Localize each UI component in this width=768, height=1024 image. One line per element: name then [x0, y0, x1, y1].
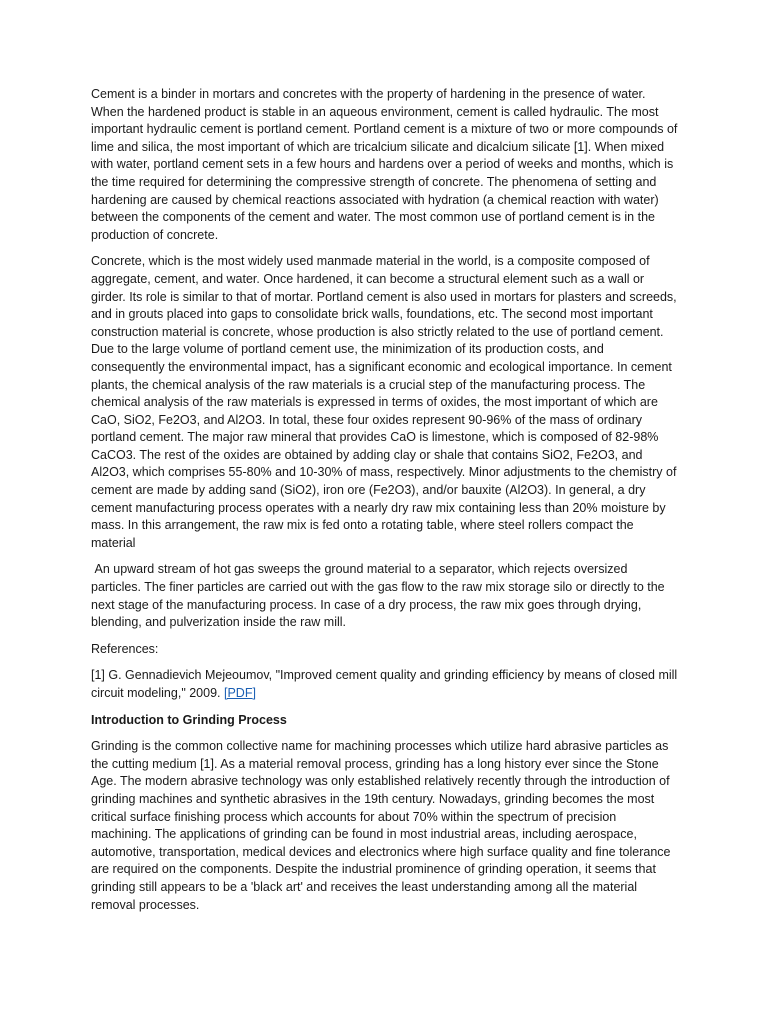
document-body	[91, 86, 679, 923]
references-label: References:	[91, 641, 159, 656]
section-heading: Introduction to Grinding Process	[91, 712, 287, 727]
paragraph-concrete: Concrete, which is the most widely used manmade material in the world, is a composite composed of aggregate, cement, and water. Once hardened, it can become a structural element such as a wall or girder. Its role is similar to that of mortar. Portland cement is also used in mortars for plasters and screeds, and in grouts placed into gaps to consolidate brick walls, foundations, etc. The second most important construction material is concrete, whose production is also strictly related to the use of portland cement. Due to the large volume of portland cement use, the minimization of its production costs, and consequently the environmental impact, has a significant economic and ecological importance. In cement plants, the chemical analysis of the raw materials is a crucial step of the manufacturing process. The chemical analysis of the raw materials is expressed in terms of oxides, the most important of which are CaO, SiO2, Fe2O3, and Al2O3. In total, these four oxides represent 90-96% of the mass of ordinary portland cement. The major raw mineral that provides CaO is limestone, which is composed of 82-98% CaCO3. The rest of the oxides are obtained by adding clay or shale that contains SiO2, Fe2O3, and Al2O3, which comprises 55-80% and 10-30% of mass, respectively. Minor adjustments to the chemistry of cement are made by adding sand (SiO2), iron ore (Fe2O3), and/or bauxite (Al2O3). In general, a dry cement manufacturing process operates with a nearly dry raw mix containing less than 20% moisture by mass. In this arrangement, the raw mix is fed onto a rotating table, where steel rollers compact the material	[91, 254, 677, 550]
paragraph-upward-stream: An upward stream of hot gas sweeps the ground material to a separator, which rejects oversized particles. The finer particles are carried out with the gas flow to the raw mix storage silo or directly to the next stage of the manufacturing process. In case of a dry process, the raw mix goes through drying, blending, and pulverization inside the raw mill.	[91, 562, 669, 630]
paragraph-grinding: Grinding is the common collective name for machining processes which utilize hard abrasive particles as the cutting medium [1]. As a material removal process, grinding has a long history ever since the Stone Age. The modern abrasive technology was only established relatively recently through the introduction of grinding machines and synthetic abrasives in the 19th century. Nowadays, grinding becomes the most critical surface finishing process which accounts for about 70% within the spectrum of precision machining. The applications of grinding can be found in most industrial areas, including aerospace, automotive, transportation, medical devices and electronics where high surface quality and fine tolerance are required on the components. Despite the industrial prominence of grinding operation, it seems that grinding still appears to be a 'black art' and receives the least understanding among all the material removal processes.	[91, 739, 671, 912]
reference-item	[91, 667, 679, 702]
reference-text: [1] G. Gennadievich Mejeoumov, "Improved cement quality and grinding efficiency by means of closed mill circuit modeling," 2009.	[91, 668, 678, 700]
paragraph-cement: Cement is a binder in mortars and concretes with the property of hardening in the presence of water. When the hardened product is stable in an aqueous environment, cement is called hydraulic. The most important hydraulic cement is portland cement. Portland cement is a mixture of two or more compounds of lime and silica, the most important of which are tricalcium silicate and dicalcium silicate [1]. When mixed with water, portland cement sets in a few hours and hardens over a period of weeks and months, which is the time required for determining the compressive strength of concrete. The phenomena of setting and hardening are caused by chemical reactions associated with hydration (a chemical reaction with water) between the components of the cement and water. The most common use of portland cement is in the production of concrete.	[91, 87, 678, 242]
pdf-link[interactable]: [PDF]	[223, 686, 256, 700]
